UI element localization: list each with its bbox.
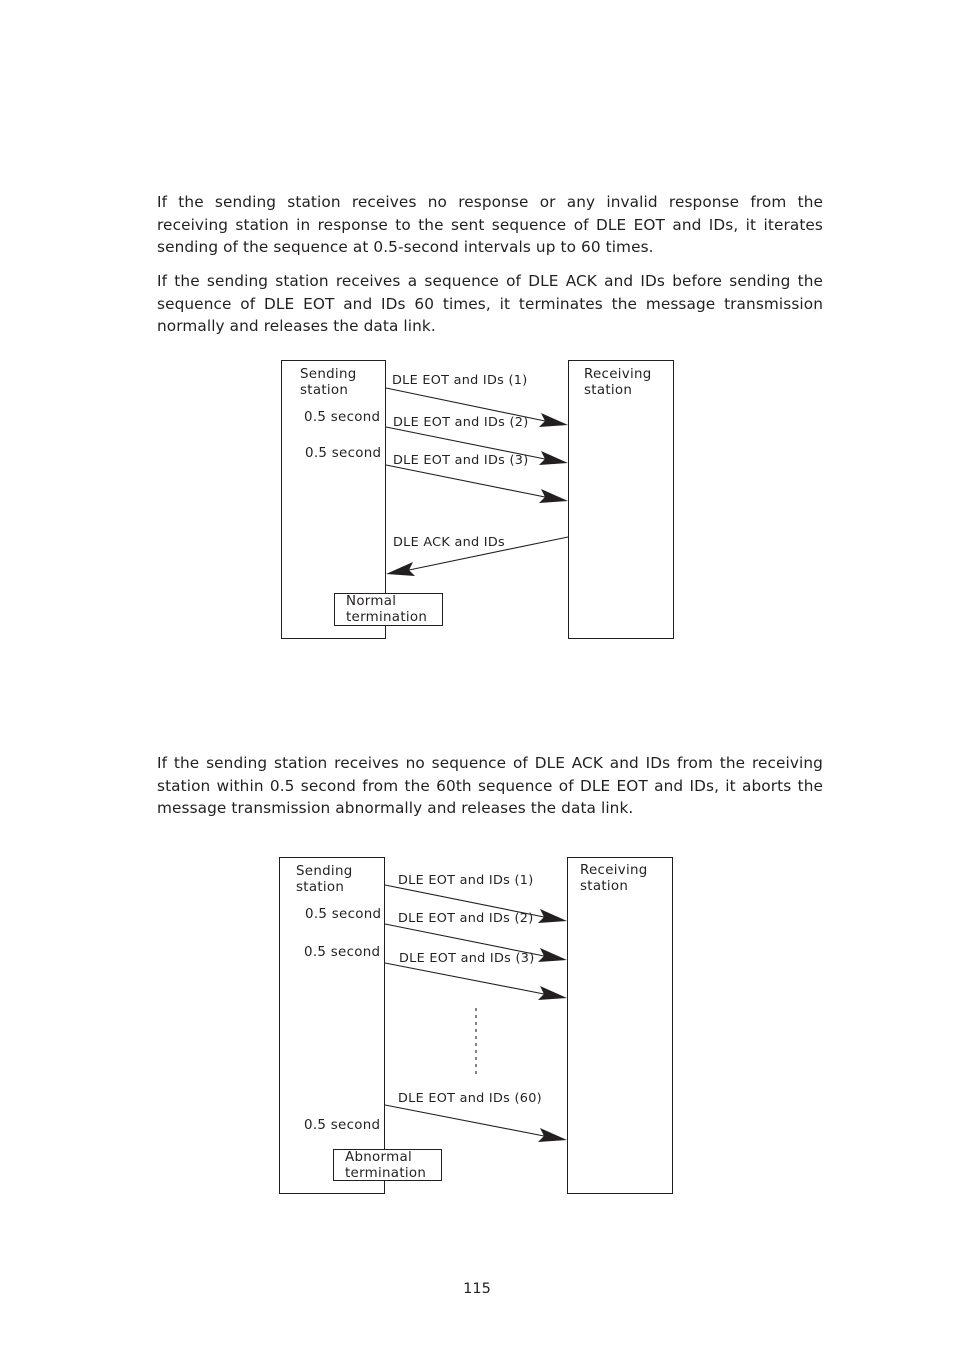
interval-label: 0.5 second: [305, 907, 382, 922]
abnormal-termination-label-line1: Abnormal: [345, 1150, 412, 1165]
page-number: 115: [463, 1281, 491, 1297]
arrow-eot-2: [385, 924, 567, 962]
message-label-eot-2: DLE EOT and IDs (2): [393, 415, 529, 430]
paragraph-abnormal-termination: If the sending station receives no sequence of DLE ACK and IDs from the receiving station within 0.5 second from the 60th sequence of DLE EOT and IDs, it aborts the message transmission abnormally and releases the data link.: [157, 754, 823, 817]
interval-label: 0.5 second: [305, 446, 382, 461]
sending-station-label-line1: Sending: [300, 367, 357, 382]
message-label-ack: DLE ACK and IDs: [393, 535, 505, 550]
normal-termination-label-line1: Normal: [346, 594, 397, 609]
message-label-eot-1: DLE EOT and IDs (1): [398, 873, 534, 888]
message-label-eot-3: DLE EOT and IDs (3): [399, 951, 535, 966]
receiving-station-label-line1: Receiving: [584, 367, 652, 382]
message-label-eot-60: DLE EOT and IDs (60): [398, 1091, 542, 1106]
interval-label: 0.5 second: [304, 945, 381, 960]
normal-termination-label-line2: termination: [346, 610, 428, 625]
arrow-eot-3: [385, 963, 567, 1000]
sending-station-label-line2: station: [296, 880, 345, 895]
receiving-station-label-line2: station: [584, 383, 633, 398]
abnormal-termination-label-line2: termination: [345, 1166, 427, 1181]
sending-station-label-line2: station: [300, 383, 349, 398]
message-label-eot-1: DLE EOT and IDs (1): [392, 373, 528, 388]
message-label-eot-3: DLE EOT and IDs (3): [393, 453, 529, 468]
paragraph-normal-termination: If the sending station receives a sequence of DLE ACK and IDs before sending the sequence of DLE EOT and IDs 60 times, it terminates the message transmission normally and releases the data link.: [157, 272, 823, 335]
arrow-eot-60: [385, 1105, 567, 1142]
interval-label: 0.5 second: [304, 1118, 381, 1133]
message-label-eot-2: DLE EOT and IDs (2): [398, 911, 534, 926]
receiving-station-label-line2: station: [580, 879, 629, 894]
receiving-station-label-line1: Receiving: [580, 863, 648, 878]
arrow-eot-1: [385, 885, 567, 923]
paragraph-retry: If the sending station receives no response or any invalid response from the receiving station in response to the sent sequence of DLE EOT and IDs, it iterates sending of the sequence at 0.5-second intervals up to 60 times.: [157, 193, 823, 256]
interval-label: 0.5 second: [304, 410, 381, 425]
sending-station-label-line1: Sending: [296, 864, 353, 879]
